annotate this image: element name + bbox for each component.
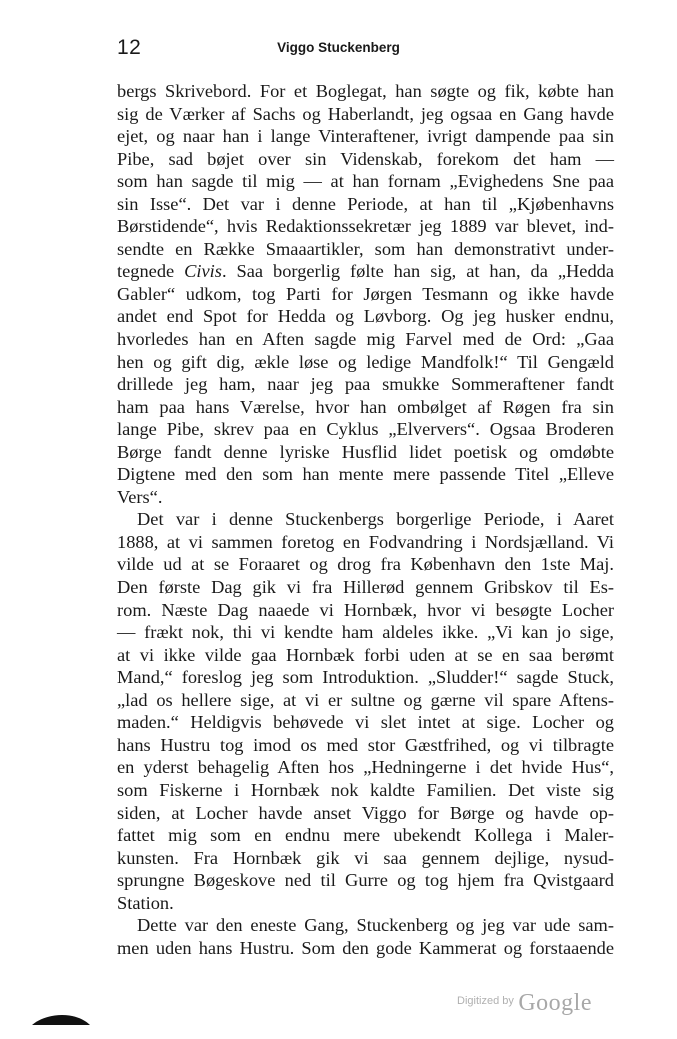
text-line: Mand,“ foreslog jeg som Introduktion. „Sludder!“ sagde Stuck, [117, 667, 614, 688]
text-line: hvorledes han en Aften sagde mig Farvel med de Ord: „Gaa [117, 329, 614, 350]
watermark-prefix: Digitized by [457, 995, 514, 1007]
page-number: 12 [117, 36, 142, 59]
text-line: bergs Skrivebord. For et Boglegat, han søgte og fik, købte han [117, 81, 614, 101]
text-line: ham paa hans Værelse, hvor han ombølget af Røgen fra sin [117, 396, 614, 417]
text-line-with-italic: tegnede Civis. Saa borgerlig følte han sig, at han, da „Hedda [117, 261, 614, 282]
text-line: at vi ikke vilde gaa Hornbæk forbi uden at se en saa berømt [117, 644, 614, 665]
digitized-by-watermark [457, 990, 592, 1017]
text-line: Børstidende“, hvis Redaktionssekretær jeg 1889 var blevet, ind- [117, 216, 614, 237]
text-line-paragraph-start: Det var i denne Stuckenbergs borgerlige Periode, i Aaret [137, 509, 614, 530]
text-line: sin Isse“. Det var i denne Periode, at han til „Kjøbenhavns [117, 193, 614, 214]
text-line: drillede jeg ham, naar jeg paa smukke Sommeraftener fandt [117, 374, 614, 395]
text-line: rom. Næste Dag naaede vi Hornbæk, hvor vi besøgte Locher [117, 599, 614, 620]
text-line: Børge fandt denne lyriske Husflid lidet poetisk og omdøbte [117, 441, 614, 462]
text-line: lange Pibe, skrev paa en Cyklus „Elververs“. Ogsaa Broderen [117, 419, 614, 440]
running-head-title: Viggo Stuckenberg [277, 40, 400, 55]
text-line: sig de Værker af Sachs og Haberlandt, jeg ogsaa en Gang havde [117, 103, 614, 124]
text-line: hans Hustru tog imod os med stor Gæstfrihed, og vi tilbragte [117, 734, 614, 755]
text-line: en yderst behagelig Aften hos „Hedningerne i det hvide Hus“, [117, 757, 614, 778]
text-line: siden, at Locher havde anset Viggo for Børge og havde op- [117, 802, 614, 823]
text-line: som Fiskerne i Hornbæk nok kaldte Familien. Det viste sig [117, 779, 614, 800]
text-line: maden.“ Heldigvis behøvede vi slet intet at sige. Locher og [117, 712, 614, 733]
italic-word: Civis [184, 261, 222, 282]
ink-blot-mark [30, 1014, 92, 1026]
text-line: „lad os hellere sige, at vi er sultne og gærne vil spare Aftens- [117, 689, 614, 710]
text-line: sendte en Række Smaaartikler, som han demonstrativt under- [117, 238, 614, 259]
text-line: 1888, at vi sammen foretog en Fodvandring i Nordsjælland. Vi [117, 531, 614, 552]
text-line-paragraph-end: Station. [117, 892, 174, 913]
text-line: hen og gift dig, ækle løse og ledige Mandfolk!“ Til Gengæld [117, 351, 614, 372]
text-line: — frækt nok, thi vi kendte ham aldeles ikke. „Vi kan jo sige, [117, 622, 614, 643]
text-line: Gabler“ udkom, tog Parti for Jørgen Tesmann og ikke havde [117, 283, 614, 304]
text-line: andet end Spot for Hedda og Løvborg. Og jeg husker endnu, [117, 306, 614, 327]
text-line: fattet mig som en endnu mere ubekendt Kollega i Maler- [117, 825, 614, 846]
text-line-paragraph-start: Dette var den eneste Gang, Stuckenberg og jeg var ude sam- [137, 915, 614, 936]
text-line: som han sagde til mig — at han fornam „Evighedens Sne paa [117, 171, 614, 192]
text-line: Den første Dag gik vi fra Hillerød gennem Gribskov til Es- [117, 577, 614, 598]
text-line: Digtene med den som han mente mere passende Titel „Elleve [117, 464, 614, 485]
text-line: sprungne Bøgeskove ned til Gurre og tog hjem fra Qvistgaard [117, 870, 614, 891]
text-line: kunsten. Fra Hornbæk gik vi saa gennem dejlige, nysud- [117, 847, 614, 868]
text-line: vilde ud at se Foraaret og drog fra København den 1ste Maj. [117, 554, 614, 575]
text-line: men uden hans Hustru. Som den gode Kammerat og forstaaende [117, 937, 614, 958]
text-line: Pibe, sad bøjet over sin Videnskab, forekom det ham — [117, 148, 614, 169]
text-line-paragraph-end: Vers“. [117, 486, 163, 507]
watermark-brand: Google [518, 990, 592, 1016]
text-line: ejet, og naar han i lange Vinteraftener, ivrigt dampende paa sin [117, 126, 614, 147]
body-text [117, 80, 614, 959]
